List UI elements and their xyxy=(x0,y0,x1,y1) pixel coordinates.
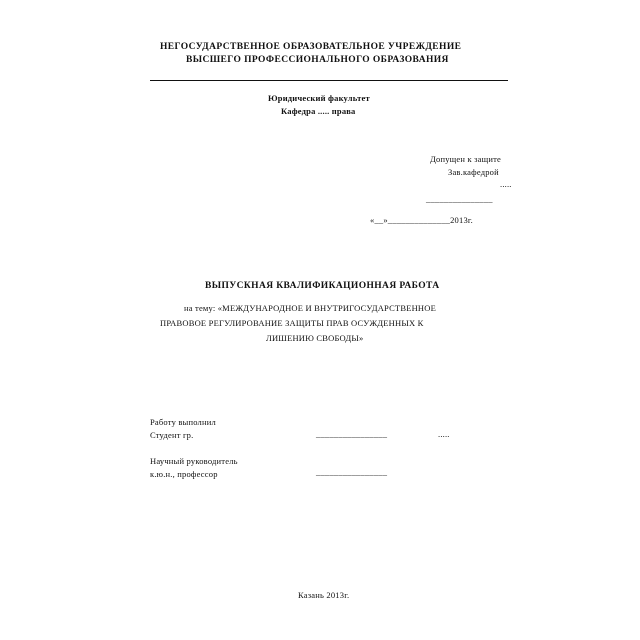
institution-line-1: НЕГОСУДАРСТВЕННОЕ ОБРАЗОВАТЕЛЬНОЕ УЧРЕЖДЕНИЕ xyxy=(160,42,462,52)
faculty-name: Юридический факультет xyxy=(268,93,370,103)
topic-line-2: ПРАВОВОЕ РЕГУЛИРОВАНИЕ ЗАЩИТЫ ПРАВ ОСУЖДЕННЫХ К xyxy=(160,318,424,328)
author-signature-line: ________________ xyxy=(316,429,388,439)
head-of-department-label: Зав.кафедрой xyxy=(448,167,499,177)
advisor-degree-label: к.ю.н., профессор xyxy=(150,469,218,479)
topic-line-3: ЛИШЕНИЮ СВОБОДЫ» xyxy=(266,333,364,343)
work-type-heading: ВЫПУСКНАЯ КВАЛИФИКАЦИОННАЯ РАБОТА xyxy=(205,281,440,291)
institution-line-2: ВЫСШЕГО ПРОФЕССИОНАЛЬНОГО ОБРАЗОВАНИЯ xyxy=(186,55,449,65)
admission-signature-line: _______________ xyxy=(426,194,493,204)
admission-label: Допущен к защите xyxy=(430,154,502,164)
department-name: Кафедра ..... права xyxy=(281,106,356,116)
header-divider xyxy=(150,80,508,81)
student-group-label: Студент гр. xyxy=(150,430,194,440)
advisor-signature-line: ________________ xyxy=(316,467,388,477)
head-of-department-name: ..... xyxy=(500,179,512,189)
admission-date: «__»______________2013г. xyxy=(370,215,473,225)
advisor-label: Научный руководитель xyxy=(150,456,238,466)
city-year: Казань 2013г. xyxy=(298,590,350,600)
author-name: ..... xyxy=(438,429,450,439)
author-label: Работу выполнил xyxy=(150,417,216,427)
topic-line-1: на тему: «МЕЖДУНАРОДНОЕ И ВНУТРИГОСУДАРСТВЕННОЕ xyxy=(184,303,436,313)
